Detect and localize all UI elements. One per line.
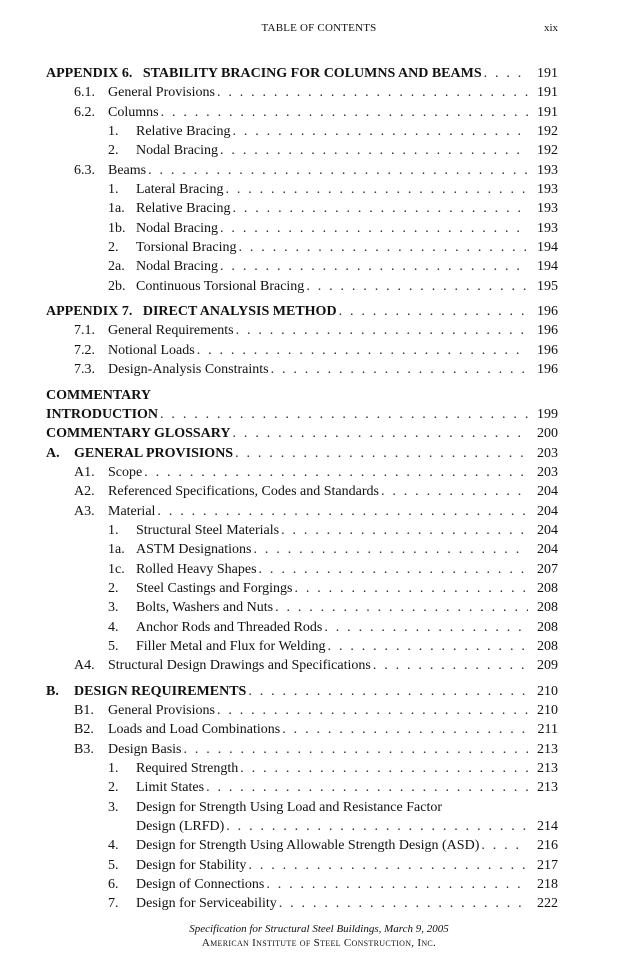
dot-leader xyxy=(373,656,528,675)
toc-entry-number: 1a. xyxy=(108,542,125,558)
dot-leader xyxy=(481,836,528,855)
toc-entry-page: 213 xyxy=(537,761,558,777)
toc-entry-page: 204 xyxy=(537,484,558,500)
dot-leader xyxy=(220,219,528,238)
toc-entry-page: 193 xyxy=(537,201,558,217)
dot-leader xyxy=(232,122,528,141)
dot-leader xyxy=(324,618,528,637)
toc-entry-number: 1c. xyxy=(108,561,125,577)
toc-entry xyxy=(46,277,558,296)
toc-entry-page: 192 xyxy=(537,143,558,159)
toc-entry-page: 213 xyxy=(537,780,558,796)
footer-publisher: American Institute of Steel Construction, Inc. xyxy=(201,937,437,949)
dot-leader xyxy=(220,141,528,160)
toc-entry xyxy=(46,141,558,160)
toc-entry-number: 6.2. xyxy=(74,104,95,120)
toc-entry-title: Referenced Specifications, Codes and Standards xyxy=(108,484,379,500)
dot-leader xyxy=(381,482,528,501)
dot-leader xyxy=(157,502,528,521)
toc-entry-title: Design for Stability xyxy=(136,857,247,873)
toc-entry xyxy=(46,199,558,218)
dot-leader xyxy=(294,579,528,598)
dot-leader xyxy=(235,444,528,463)
toc-entry xyxy=(46,817,558,836)
toc-entry-title: Scope xyxy=(108,464,143,480)
toc-entry xyxy=(46,83,558,102)
toc-entry xyxy=(46,302,558,321)
toc-entry-number: 6. xyxy=(108,877,119,893)
toc-entry xyxy=(46,720,558,739)
toc-entry-number: 2. xyxy=(108,780,119,796)
toc-entry xyxy=(46,444,558,463)
toc-entry-number: 2. xyxy=(108,240,119,256)
dot-leader xyxy=(271,360,528,379)
toc-entry-title: APPENDIX 6. STABILITY BRACING FOR COLUMNS AND BEAMS xyxy=(46,66,482,81)
toc-entry-page: 196 xyxy=(537,362,558,378)
toc-entry-title: General Requirements xyxy=(108,323,234,339)
toc-entry-page: 191 xyxy=(537,104,558,120)
toc-entry xyxy=(46,463,558,482)
toc-entry-page: 208 xyxy=(537,580,558,596)
dot-leader xyxy=(279,894,528,913)
toc-entry xyxy=(46,161,558,180)
toc-entry-number: 5. xyxy=(108,638,119,654)
toc-entry-page: 217 xyxy=(537,857,558,873)
toc-entry xyxy=(46,637,558,656)
toc-entry-title: Notional Loads xyxy=(108,342,195,358)
toc-entry-number: 1. xyxy=(108,182,119,198)
running-header-title: TABLE OF CONTENTS xyxy=(261,22,377,34)
dot-leader xyxy=(232,199,528,218)
toc-entry-number: 2a. xyxy=(108,259,125,275)
toc-entry xyxy=(46,856,558,875)
toc-entry-number: B3. xyxy=(74,741,94,757)
toc-entry-page: 213 xyxy=(537,741,558,757)
toc-entry xyxy=(46,321,558,340)
toc-entry-page: 204 xyxy=(537,503,558,519)
toc-entry xyxy=(46,103,558,122)
toc-entry-page: 216 xyxy=(537,838,558,854)
toc-entry-title: Columns xyxy=(108,104,159,120)
toc-entry-number: B1. xyxy=(74,703,94,718)
toc-entry-number: 5. xyxy=(108,857,119,873)
toc-entry-page: 200 xyxy=(537,426,558,442)
dot-leader xyxy=(248,856,528,875)
toc-entry-number: 1. xyxy=(108,761,119,777)
dot-leader xyxy=(239,238,529,257)
toc-entry-page: 194 xyxy=(537,259,558,275)
dot-leader xyxy=(161,103,528,122)
toc-entry-number: 7.3. xyxy=(74,362,95,378)
dot-leader xyxy=(160,405,528,424)
toc-entry-number: A1. xyxy=(74,464,95,480)
toc-entry-page: 195 xyxy=(537,278,558,294)
toc-entry xyxy=(46,238,558,257)
toc-entry xyxy=(46,360,558,379)
toc-entry-number: 1. xyxy=(108,522,119,538)
toc-entry-number: 6.1. xyxy=(74,85,95,101)
toc-entry-title: General Provisions xyxy=(108,85,215,101)
toc-entry xyxy=(46,560,558,579)
toc-entry-title: ASTM Designations xyxy=(136,542,252,558)
toc-entry-page: 193 xyxy=(537,220,558,236)
dot-leader xyxy=(328,637,528,656)
toc-entry-page: 199 xyxy=(537,406,558,422)
toc-entry-number: B. xyxy=(46,683,59,699)
dot-leader xyxy=(148,161,528,180)
toc-entry-title: Relative Bracing xyxy=(136,201,231,217)
toc-entry-page: 203 xyxy=(537,445,558,461)
toc-entry-title: Limit States xyxy=(136,780,205,796)
dot-leader xyxy=(281,521,528,540)
toc-entry xyxy=(46,798,558,817)
toc-entry-page: 208 xyxy=(537,638,558,654)
toc-entry xyxy=(46,701,558,720)
toc-entry xyxy=(46,386,558,405)
toc-entry xyxy=(46,482,558,501)
dot-leader xyxy=(217,83,528,102)
toc-entry-title: Filler Metal and Flux for Welding xyxy=(136,638,326,654)
toc-entry xyxy=(46,875,558,894)
toc-entry xyxy=(46,257,558,276)
toc-entry-title: Design of Connections xyxy=(136,877,265,893)
toc-entry xyxy=(46,424,558,443)
toc-entry-title: APPENDIX 7. DIRECT ANALYSIS METHOD xyxy=(46,304,337,320)
toc-entry-page: 193 xyxy=(537,162,558,178)
dot-leader xyxy=(306,277,528,296)
dot-leader xyxy=(144,463,528,482)
toc-entry-number: B2. xyxy=(74,722,94,738)
page-footer xyxy=(0,922,638,950)
toc-entry-number: 3. xyxy=(108,600,119,616)
toc-entry-number: 6.3. xyxy=(74,162,95,178)
toc-entry-title: Design for Strength Using Load and Resistance Factor xyxy=(136,799,442,815)
dot-leader xyxy=(275,598,528,617)
toc-entry-number: A3. xyxy=(74,503,95,519)
toc-entry-number: A2. xyxy=(74,484,95,500)
toc-entry xyxy=(46,540,558,559)
toc-entry-page: 196 xyxy=(537,304,558,320)
toc-entry xyxy=(46,502,558,521)
dot-leader xyxy=(226,817,528,836)
dot-leader xyxy=(220,257,528,276)
dot-leader xyxy=(339,302,528,321)
dot-leader xyxy=(233,424,528,443)
dot-leader xyxy=(184,740,529,759)
toc-entry xyxy=(46,740,558,759)
toc-entry xyxy=(46,122,558,141)
toc-entry-title: Design-Analysis Constraints xyxy=(108,362,269,378)
toc-entry xyxy=(46,64,558,83)
toc-entry xyxy=(46,521,558,540)
toc-entry-title: Structural Steel Materials xyxy=(136,522,280,538)
toc-entry-title: GENERAL PROVISIONS xyxy=(74,445,234,461)
toc-entry-title: Continuous Torsional Bracing xyxy=(136,278,305,294)
toc-entry-title: Structural Design Drawings and Specifications xyxy=(108,658,371,674)
toc-entry xyxy=(46,759,558,778)
toc-entry-number: 2. xyxy=(108,143,119,159)
toc-entry-page: 207 xyxy=(537,561,558,577)
toc-entry-title: Design (LRFD) xyxy=(136,819,225,835)
dot-leader xyxy=(484,64,528,83)
toc-entry-page: 192 xyxy=(537,124,558,140)
toc-entry xyxy=(46,836,558,855)
toc-entry-number: 7.2. xyxy=(74,342,95,358)
toc-entry-number: A. xyxy=(46,445,60,461)
toc-entry-title: Steel Castings and Forgings xyxy=(136,580,293,596)
toc-entry xyxy=(46,618,558,637)
table-of-contents xyxy=(46,64,558,914)
dot-leader xyxy=(217,701,528,720)
toc-entry-title: Required Strength xyxy=(136,761,239,777)
toc-entry-title: Torsional Bracing xyxy=(136,240,237,256)
toc-entry xyxy=(46,405,558,424)
dot-leader xyxy=(282,720,528,739)
toc-entry-number: 7. xyxy=(108,896,119,912)
toc-entry xyxy=(46,598,558,617)
dot-leader xyxy=(236,321,528,340)
toc-entry-page: 208 xyxy=(537,600,558,616)
toc-entry-title: Material xyxy=(108,503,156,519)
toc-entry-title: Loads and Load Combinations xyxy=(108,722,281,738)
toc-entry-title: Bolts, Washers and Nuts xyxy=(136,600,274,616)
toc-entry xyxy=(46,656,558,675)
dot-leader xyxy=(240,759,528,778)
toc-entry-page: 193 xyxy=(537,182,558,198)
toc-entry-number: 1. xyxy=(108,124,119,140)
toc-entry-title: Anchor Rods and Threaded Rods xyxy=(136,619,323,635)
toc-entry-title: Beams xyxy=(108,162,147,178)
toc-entry-page: 194 xyxy=(537,240,558,256)
toc-entry-number: A4. xyxy=(74,658,95,674)
running-header-page-number: xix xyxy=(543,22,558,34)
toc-entry-page: 196 xyxy=(537,323,558,339)
toc-entry-page: 196 xyxy=(537,342,558,358)
dot-leader xyxy=(225,180,528,199)
dot-leader xyxy=(206,778,528,797)
toc-entry-title: COMMENTARY xyxy=(46,387,152,403)
toc-entry-number: 7.1. xyxy=(74,323,95,339)
toc-entry-number: 2b. xyxy=(108,278,126,294)
toc-entry-number: 2. xyxy=(108,580,119,596)
toc-entry-page: 203 xyxy=(537,464,558,480)
dot-leader xyxy=(259,560,528,579)
toc-entry-title: DESIGN REQUIREMENTS xyxy=(74,683,247,699)
toc-entry-page: 218 xyxy=(537,877,558,893)
toc-entry xyxy=(46,579,558,598)
toc-entry-number: 4. xyxy=(108,838,119,854)
toc-entry-title: General Provisions xyxy=(108,703,215,718)
toc-entry-title: INTRODUCTION xyxy=(46,406,159,422)
dot-leader xyxy=(197,341,528,360)
toc-entry-title: Nodal Bracing xyxy=(136,220,219,236)
toc-entry-page: 211 xyxy=(537,722,558,738)
dot-leader xyxy=(248,682,528,701)
toc-entry-title: Design for Strength Using Allowable Strength Design (ASD) xyxy=(136,838,480,854)
toc-entry-number: 1b. xyxy=(108,220,126,236)
toc-entry-page: 191 xyxy=(537,66,558,81)
toc-entry-number: 3. xyxy=(108,799,119,815)
toc-entry-page: 210 xyxy=(537,683,558,699)
toc-entry xyxy=(46,894,558,913)
running-header xyxy=(0,22,638,42)
toc-entry-page: 209 xyxy=(537,658,558,674)
toc-entry xyxy=(46,778,558,797)
dot-leader xyxy=(266,875,528,894)
toc-entry xyxy=(46,180,558,199)
toc-entry-page: 210 xyxy=(537,703,558,718)
toc-entry xyxy=(46,219,558,238)
toc-entry-page: 191 xyxy=(537,85,558,101)
toc-entry-title: Nodal Bracing xyxy=(136,143,219,159)
toc-entry-page: 214 xyxy=(537,819,558,835)
toc-entry xyxy=(46,341,558,360)
toc-entry-title: Nodal Bracing xyxy=(136,259,219,275)
toc-entry-title: Design for Serviceability xyxy=(136,896,277,912)
toc-entry-title: Relative Bracing xyxy=(136,124,231,140)
toc-entry-number: 1a. xyxy=(108,201,125,217)
toc-entry xyxy=(46,682,558,701)
footer-citation: Specification for Structural Steel Buildings, March 9, 2005 xyxy=(189,923,449,935)
toc-entry-title: COMMENTARY GLOSSARY xyxy=(46,426,231,442)
dot-leader xyxy=(254,540,529,559)
toc-entry-page: 204 xyxy=(537,522,558,538)
toc-entry-title: Rolled Heavy Shapes xyxy=(136,561,257,577)
toc-entry-page: 208 xyxy=(537,619,558,635)
toc-entry-page: 204 xyxy=(537,542,558,558)
toc-entry-page: 222 xyxy=(537,896,558,912)
toc-entry-title: Lateral Bracing xyxy=(136,182,224,198)
toc-entry-title: Design Basis xyxy=(108,741,182,757)
toc-entry-number: 4. xyxy=(108,619,119,635)
